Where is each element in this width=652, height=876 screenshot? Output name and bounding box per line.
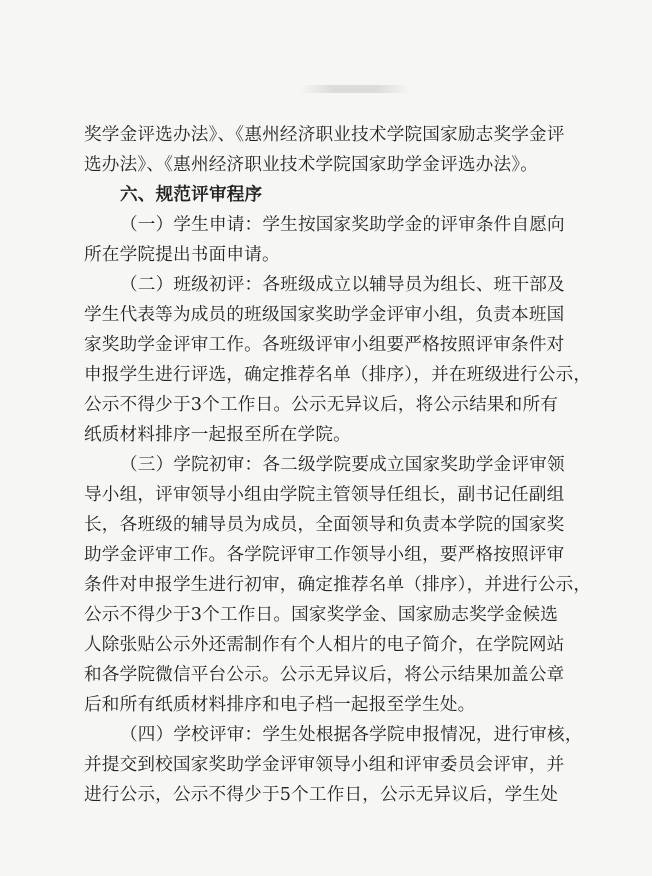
text-line: 选办法》、《惠州经济职业技术学院国家助学金评选办法》。 — [84, 155, 539, 175]
text-line: 条件对申报学生进行初审，确定推荐名单（排序），并进行公示， — [84, 575, 592, 595]
text-line: 申报学生进行评选，确定推荐名单（排序），并在班级进行公示， — [84, 365, 592, 385]
text-line: （三）学院初审：各二级学院要成立国家奖助学金评审领 — [120, 455, 565, 475]
text-line: （四）学校评审：学生处根据各学院申报情况，进行审核， — [120, 725, 583, 745]
scan-artifact — [300, 85, 410, 93]
text-line: 后和所有纸质材料排序和电子档一起报至学生处。 — [84, 695, 476, 715]
section-heading: 六、规范评审程序 — [120, 184, 263, 205]
text-line: 人除张贴公示外还需制作有个人相片的电子简介，在学院网站 — [84, 635, 565, 655]
document-body — [84, 120, 594, 810]
text-line: 纸质材料排序一起报至所在学院。 — [84, 425, 351, 445]
text-line: 奖学金评选办法》、《惠州经济职业技术学院国家励志奖学金评 — [84, 125, 565, 145]
text-line: 家奖助学金评审工作。各班级评审小组要严格按照评审条件对 — [84, 335, 565, 355]
text-line: 并提交到校国家奖助学金评审领导小组和评审委员会评审，并 — [84, 755, 565, 775]
text-line: （二）班级初评：各班级成立以辅导员为组长、班干部及 — [120, 275, 565, 295]
text-line: 和各学院微信平台公示。公示无异议后，将公示结果加盖公章 — [84, 665, 565, 685]
text-line: 进行公示，公示不得少于5个工作日，公示无异议后，学生处 — [84, 785, 559, 805]
text-line: 导小组，评审领导小组由学院主管领导任组长，副书记任副组 — [84, 485, 565, 505]
text-line: 公示不得少于3个工作日。公示无异议后，将公示结果和所有 — [84, 395, 559, 415]
text-line: 所在学院提出书面申请。 — [84, 245, 280, 265]
text-line: 学生代表等为成员的班级国家奖助学金评审小组，负责本班国 — [84, 305, 565, 325]
text-line: 公示不得少于3个工作日。国家奖学金、国家励志奖学金候选 — [84, 605, 559, 625]
text-line: 长，各班级的辅导员为成员，全面领导和负责本学院的国家奖 — [84, 515, 565, 535]
text-line: 助学金评审工作。各学院评审工作领导小组，要严格按照评审 — [84, 545, 565, 565]
text-line: （一）学生申请：学生按国家奖助学金的评审条件自愿向 — [120, 215, 565, 235]
